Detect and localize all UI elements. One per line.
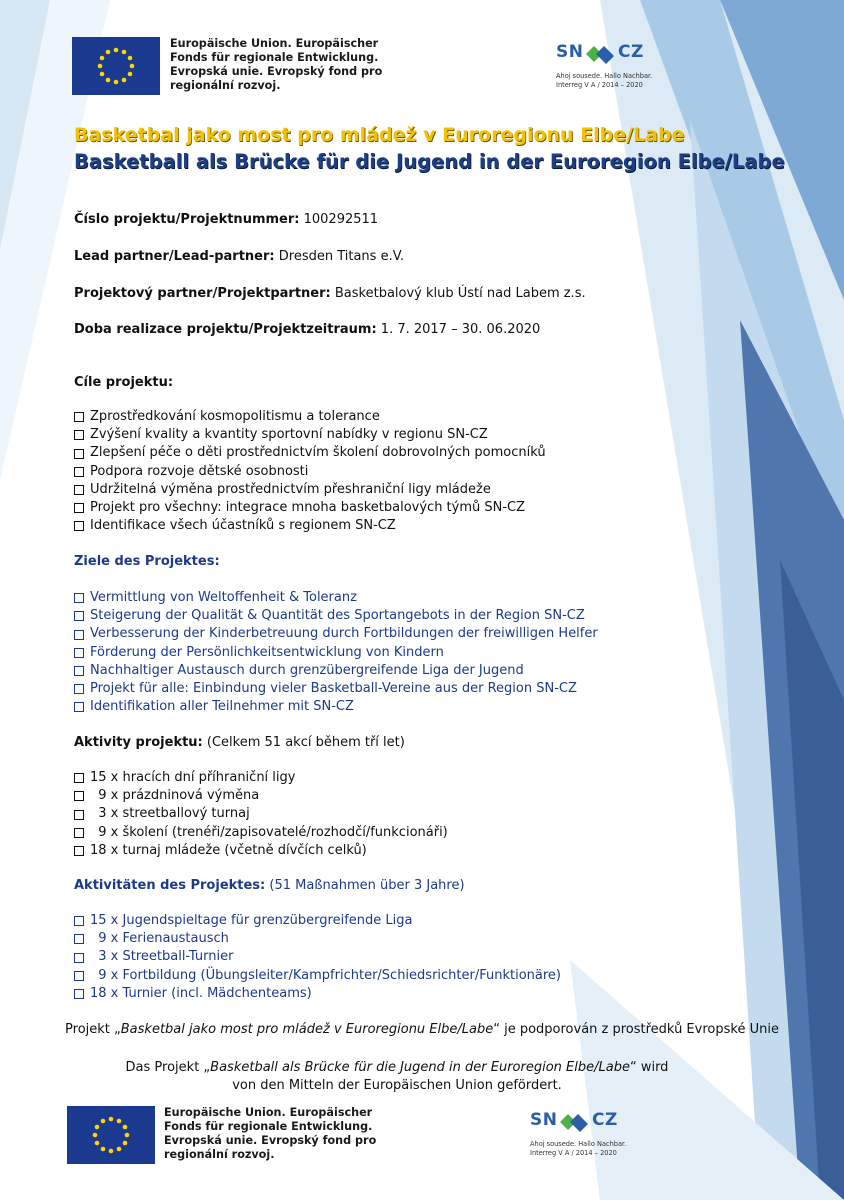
list-item: Projekt für alle: Einbindung vieler Basketball-Vereine aus der Region SN-CZ (74, 680, 598, 698)
activities-cz-heading-line (74, 735, 405, 750)
checkbox-icon (74, 467, 84, 477)
list-item: 15 x Jugendspieltage für grenzübergreifende Liga (74, 912, 561, 930)
list-item: 15 x hracích dní příhraniční ligy (74, 769, 448, 787)
checkbox-icon (74, 810, 84, 820)
list-item: Vermittlung von Weltoffenheit & Toleranz (74, 589, 598, 607)
list-item: 9 x Ferienaustausch (74, 930, 561, 948)
list-item: Udržitelná výměna prostřednictvím přeshraniční ligy mládeže (74, 481, 546, 499)
project-number-line (74, 212, 378, 227)
project-partner-line (74, 286, 586, 301)
lead-partner-line (74, 249, 404, 264)
list-item: 3 x streetballový turnaj (74, 805, 448, 823)
activities-de-list (74, 912, 561, 1003)
lead-partner-value: Dresden Titans e.V. (278, 249, 405, 264)
list-item: 3 x Streetball-Turnier (74, 948, 561, 966)
list-item: Projekt pro všechny: integrace mnoha basketbalových týmů SN-CZ (74, 499, 546, 517)
project-number-label: Číslo projektu/Projektnummer: (74, 212, 300, 227)
checkbox-icon (74, 648, 84, 658)
eu-fund-text-top: Europäische Union. Europäischer Fonds für regionale Entwicklung. Evropská unie. Evropský fond pro regionální rozvoj. (170, 37, 383, 92)
funding-note-german: Das Projekt „Basketball als Brücke für die Jugend in der Euroregion Elbe/Labe“ wird von den Mitteln der Europäischen Union gefördert. (125, 1060, 669, 1093)
project-period-line (74, 322, 540, 337)
checkbox-icon (74, 702, 84, 712)
sncz-emblem-icon (582, 40, 618, 68)
project-period-label: Doba realizace projektu/Projektzeitraum: (74, 322, 377, 337)
list-item: 9 x prázdninová výměna (74, 787, 448, 805)
eu-flag-logo-top (72, 37, 160, 95)
list-item: Zvýšení kvality a kvantity sportovní nabídky v regionu SN-CZ (74, 426, 546, 444)
goals-cz-list (74, 408, 546, 535)
checkbox-icon (74, 430, 84, 440)
list-item: Zprostředkování kosmopolitismu a tolerance (74, 408, 546, 426)
lead-partner-label: Lead partner/Lead-partner: (74, 249, 275, 264)
sncz-emblem-icon (556, 1108, 592, 1136)
checkbox-icon (74, 521, 84, 531)
eu-fund-text-bottom: Europäische Union. Europäischer Fonds für regionale Entwicklung. Evropská unie. Evropský fond pro regionální rozvoj. (164, 1106, 377, 1161)
project-partner-value: Basketbalový klub Ústí nad Labem z.s. (334, 286, 586, 301)
title-czech: Basketbal jako most pro mládež v Euroregionu Elbe/Labe (74, 124, 685, 146)
checkbox-icon (74, 791, 84, 801)
project-partner-label: Projektový partner/Projektpartner: (74, 286, 331, 301)
checkbox-icon (74, 630, 84, 640)
list-item: 9 x Fortbildung (Übungsleiter/Kampfrichter/Schiedsrichter/Funktionäre) (74, 967, 561, 985)
activities-cz-heading: Aktivity projektu: (74, 735, 203, 750)
funding-note-czech: Projekt „Basketbal jako most pro mládež v Euroregionu Elbe/Labe“ je podporován z prostředků Evropské Unie (65, 1022, 779, 1037)
checkbox-icon (74, 503, 84, 513)
list-item: Zlepšení péče o děti prostřednictvím školení dobrovolných pomocníků (74, 444, 546, 462)
activities-de-heading-line (74, 878, 465, 893)
activities-cz-subtitle: (Celkem 51 akcí během tří let) (206, 735, 405, 750)
checkbox-icon (74, 666, 84, 676)
list-item: 18 x Turnier (incl. Mädchenteams) (74, 985, 561, 1003)
list-item: Identifikation aller Teilnehmer mit SN-CZ (74, 698, 598, 716)
list-item: Nachhaltiger Austausch durch grenzübergreifende Liga der Jugend (74, 662, 598, 680)
checkbox-icon (74, 593, 84, 603)
checkbox-icon (74, 846, 84, 856)
checkbox-icon (74, 611, 84, 621)
activities-de-subtitle: (51 Maßnahmen über 3 Jahre) (269, 878, 465, 893)
list-item: Steigerung der Qualität & Quantität des Sportangebots in der Region SN-CZ (74, 607, 598, 625)
project-period-value: 1. 7. 2017 – 30. 06.2020 (380, 322, 541, 337)
checkbox-icon (74, 953, 84, 963)
sncz-interreg-logo-bottom: SN CZ Ahoj sousede. Hallo Nachbar. Interreg V A / 2014 – 2020 (530, 1110, 627, 1157)
project-number-value: 100292511 (303, 212, 379, 227)
list-item: Identifikace všech účastníků s regionem SN-CZ (74, 517, 546, 535)
checkbox-icon (74, 485, 84, 495)
checkbox-icon (74, 971, 84, 981)
checkbox-icon (74, 828, 84, 838)
list-item: 18 x turnaj mládeže (včetně dívčích celků) (74, 842, 448, 860)
sncz-interreg-logo-top: SN CZ Ahoj sousede. Hallo Nachbar. Interreg V A / 2014 – 2020 (556, 42, 653, 89)
list-item: Podpora rozvoje dětské osobnosti (74, 463, 546, 481)
eu-flag-logo-bottom (67, 1106, 155, 1164)
list-item: Förderung der Persönlichkeitsentwicklung von Kindern (74, 644, 598, 662)
goals-de-list (74, 589, 598, 716)
list-item: 9 x školení (trenéři/zapisovatelé/rozhodčí/funkcionáři) (74, 824, 448, 842)
checkbox-icon (74, 773, 84, 783)
checkbox-icon (74, 684, 84, 694)
goals-cz-heading: Cíle projektu: (74, 375, 174, 390)
checkbox-icon (74, 449, 84, 459)
list-item: Verbesserung der Kinderbetreuung durch Fortbildungen der freiwilligen Helfer (74, 625, 598, 643)
checkbox-icon (74, 412, 84, 422)
activities-cz-list (74, 769, 448, 860)
checkbox-icon (74, 916, 84, 926)
title-german: Basketball als Brücke für die Jugend in der Euroregion Elbe/Labe (74, 150, 785, 173)
checkbox-icon (74, 989, 84, 999)
activities-de-heading: Aktivitäten des Projektes: (74, 878, 266, 893)
goals-de-heading: Ziele des Projektes: (74, 554, 220, 569)
checkbox-icon (74, 934, 84, 944)
